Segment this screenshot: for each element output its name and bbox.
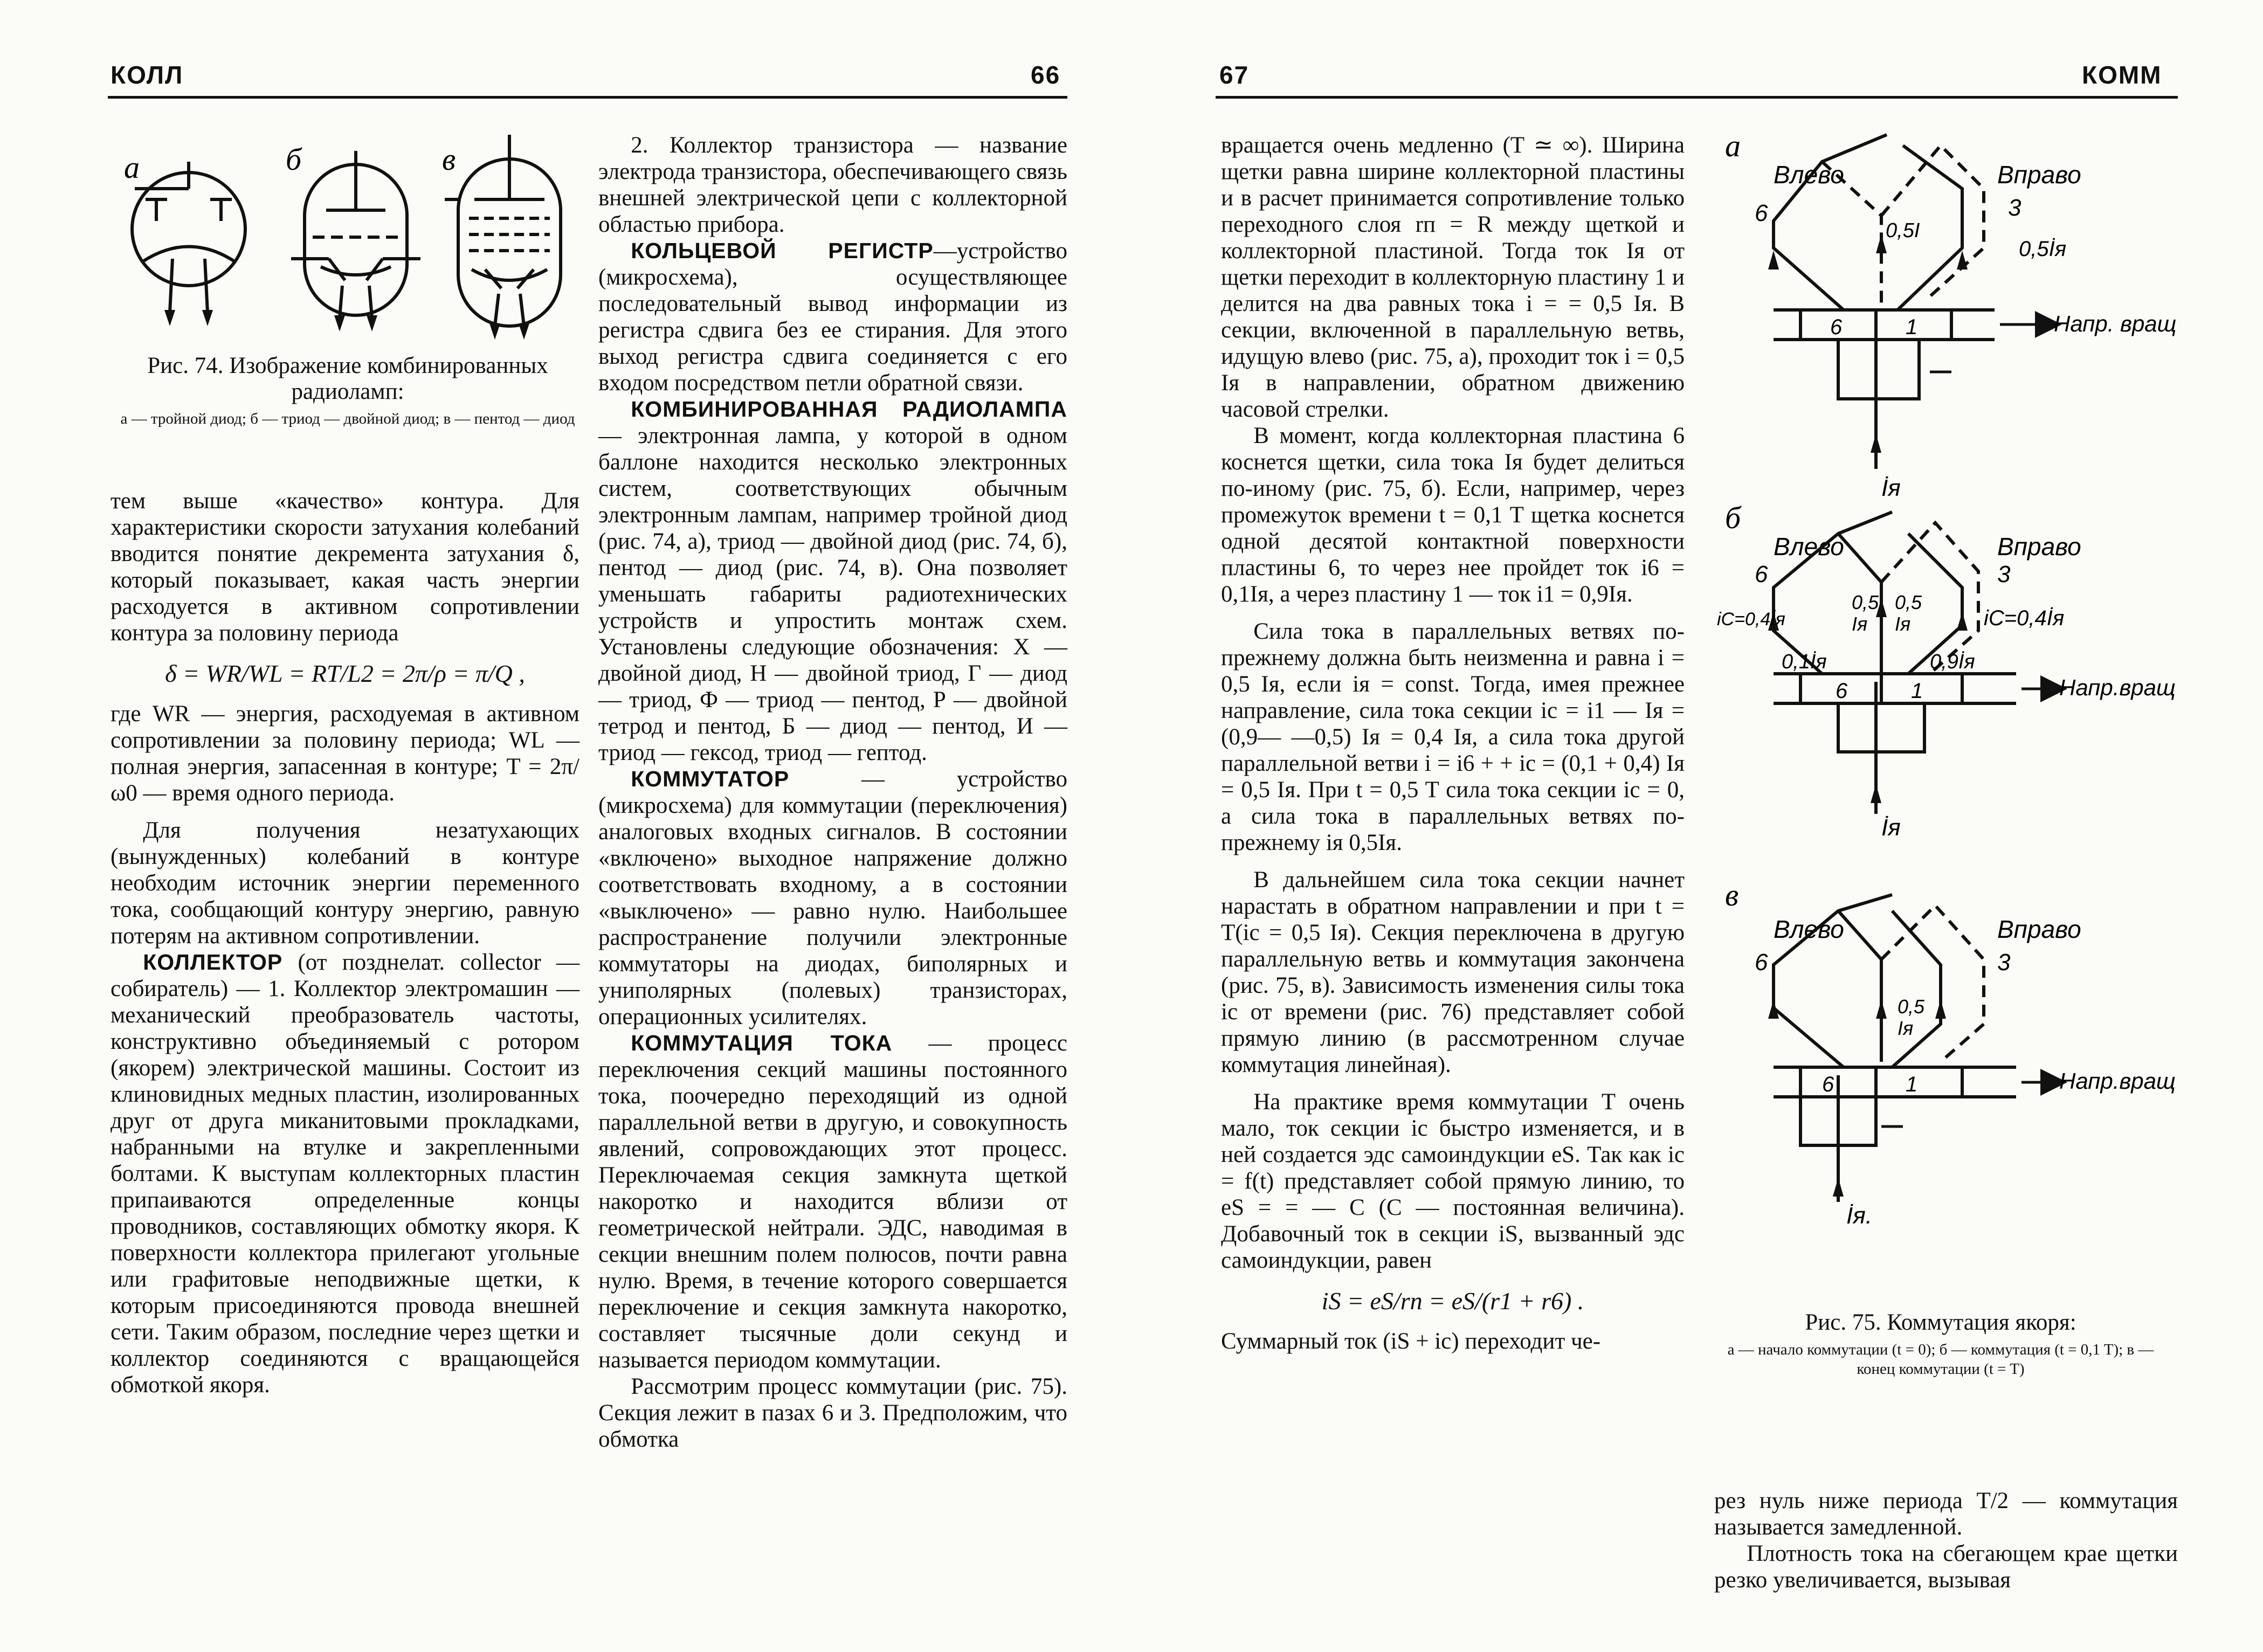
fig75c-letter: в	[1725, 877, 1739, 913]
fig75-caption	[1709, 1310, 2172, 1379]
fig75a-rotation: Напр. вращ	[2054, 311, 2177, 336]
column-4	[1714, 1488, 2178, 1593]
col2-paragraph-4: — устройство (микросхема) для коммутации (переключения) аналоговых входных сигналов. В состоянии «включено» выходное напряжение должно соответствовать входному, а в состоянии «выключено» — равно нулю. Наибольшее распространение получили электронные коммутаторы на диодах, биполярных и униполярных (полевых) транзисторах, операционных усилителях.	[598, 766, 1067, 1029]
fig74-label-b: б	[286, 142, 302, 177]
fig75b-left-current: iС=0,4İя	[1717, 609, 1785, 630]
col3-paragraph-2: В момент, когда коллекторная пластина 6 коснется щетки, сила тока Iя будет делиться по-иному (рис. 75, б). Если, например, через промежуток времени t = 0,1 T щетка коснется одной десятой контактной поверхности пластины 6, то через нее пройдет ток i6 = 0,1Iя, а через пластину 1 — ток i1 = 0,9Iя.	[1221, 423, 1685, 607]
fig75b-seg1: 1	[1911, 679, 1923, 703]
fig75c-armature-current: İя.	[1846, 1202, 1872, 1229]
fig75b-right-current: iС=0,4İя	[1984, 606, 2065, 630]
fig75c-midb: Iя	[1898, 1017, 1914, 1039]
fig75a-armature-current: İя	[1881, 475, 1901, 501]
fig75-commutation	[1714, 124, 2178, 1310]
fig75b-right-label: Вправо	[1997, 533, 2081, 561]
fig74-caption-sub: а — тройной диод; б — триод — двойной диод; в — пентод — диод	[120, 410, 575, 427]
col1-paragraph-2: где WR — энергия, расходуемая в активном сопротивлении за половину периода; WL — полная энергия, запасенная в контуре; T = 2π/ω0 — время одного периода.	[111, 701, 579, 806]
col3-paragraph-5: На практике время коммутации T очень мало, ток секции ic быстро изменяется, и в ней создается эдс самоиндукции eS. Так как ic = f(t) представляет собой прямую линию, то eS = = — C (C — постоянная величина). Добавочный ток в секции iS, вызванный эдс самоиндукции, равен	[1221, 1089, 1685, 1273]
fig75b-armature-current: İя	[1881, 814, 1901, 841]
col4-paragraph-1: рез нуль ниже периода T/2 — коммутация называется замедленной.	[1714, 1488, 2178, 1540]
fig75b-left-label: Влево	[1774, 533, 1844, 561]
col2-paragraph-2: —устройство (микросхема), осуществляющее последовательный вывод информации из регистра сдвига без ее стирания. Для этого выход регистра сдвига соединяется с его входом посредством петли обратной связи.	[598, 238, 1067, 396]
fig75c-seg6: 6	[1822, 1073, 1834, 1096]
term-commutator: КОММУТАТОР	[631, 766, 790, 791]
fig75c-n6: 6	[1755, 949, 1768, 976]
fig75b-letter: б	[1725, 500, 1741, 535]
col3-paragraph-3: Сила тока в параллельных ветвях по-прежнему должна быть неизменна и равна i = 0,5 Iя, если iя = const. Тогда, имея прежнее направление, сила тока секции ic = i1 — Iя = (0,9— —0,5) Iя = 0,4 Iя, а сила тока другой параллельной ветви i = i6 + + ic = (0,1 + 0,4) Iя = 0,5 Iя. При t = 0,5 T сила тока секции ic = 0, а сила тока в параллельных ветвях по-прежнему iя 0,5Iя.	[1221, 619, 1685, 855]
col1-paragraph-4: (от позднелат. collector — собиратель) — 1. Коллектор электромашин — механический преобразователь частоты, конструктивно объединяемый с ротором (якорем) электрической машины. Состоит из клиновидных медных пластин, изолированных друг от друга миканитовыми прокладками, набранными на втулке и закрепленными болтами. К выступам коллекторных пластин припаиваются определенные концы проводников, составляющих обмотку якоря. К поверхности коллектора прилегают угольные или графитовые неподвижные щетки, к которым присоединяются провода внешней сети. Таким образом, последние через щетки и коллектор соединяются с вращающейся обмоткой якоря.	[111, 950, 579, 1398]
fig75b-bottom-right: 0,9İя	[1930, 651, 1975, 673]
col3-paragraph-6: Суммарный ток (iS + ic) переходит че-	[1221, 1329, 1601, 1354]
fig75b-mid1b: Iя	[1852, 613, 1868, 635]
term-current-commutation: КОММУТАЦИЯ ТОКА	[631, 1031, 893, 1055]
right-header-rule	[1216, 96, 2178, 99]
column-3	[1221, 132, 1685, 1354]
fig75a-n6: 6	[1755, 200, 1768, 226]
fig75a-seg1: 1	[1906, 315, 1918, 339]
fig75c-rotation: Напр.вращ	[2059, 1068, 2176, 1094]
fig75c-right-label: Вправо	[1997, 915, 2081, 943]
fig75a-n3: 3	[2008, 195, 2021, 221]
fig75-caption-sub: а — начало коммутации (t = 0); б — коммутация (t = 0,1 T); в — конец коммутации (t = T)	[1727, 1341, 2154, 1378]
fig75b-rotation: Напр.вращ	[2059, 675, 2176, 700]
fig74-caption	[113, 353, 582, 428]
col2-paragraph-1: 2. Коллектор транзистора — название электрода транзистора, обеспечивающего связь внешней электрической цепи с коллекторной областью прибора.	[598, 133, 1068, 237]
fig75b-mid2: 0,5	[1895, 591, 1922, 613]
fig75b-bottom-left: 0,1İя	[1782, 651, 1827, 673]
col1-formula-decrement: δ = WR/WL = RT/L2 = 2π/ρ = π/Q ,	[165, 660, 525, 687]
left-running-head: КОЛЛ	[111, 61, 184, 89]
fig74-tubes	[113, 129, 577, 345]
column-1	[111, 488, 579, 1398]
col1-paragraph-1: тем выше «качество» контура. Для характеристики скорости затухания колебаний вводится понятие декремента затухания δ, который показывает, какая часть энергии расходуется в активном сопротивлении контура за половину периода	[111, 488, 579, 646]
term-kollektor: КОЛЛЕКТОР	[143, 950, 283, 974]
fig75b-seg6: 6	[1836, 679, 1848, 703]
left-header-rule	[108, 96, 1067, 99]
fig75-panel-a	[1725, 128, 2176, 501]
fig75c-left-label: Влево	[1774, 915, 1844, 943]
col3-paragraph-1: вращается очень медленно (T ≃ ∞). Ширина щетки равна ширине коллекторной пластины и в расчет принимается сопротивление только переходного слоя rп = R между щеткой и коллекторной пластиной. Тогда ток Iя от щетки переходит в коллекторную пластину 1 и делится на два равных тока i = = 0,5 Iя. В секции, включенной в параллельную ветвь, идущую влево (рис. 75, а), проходит ток i = 0,5 Iя в направлении, обратном движению часовой стрелки.	[1221, 133, 1685, 422]
fig74-label-a: а	[124, 150, 140, 185]
col3-paragraph-4: В дальнейшем сила тока секции начнет нарастать в обратном направлении и при t = T(ic = 0,5 Iя). Секция переключена в другую параллельную ветвь и коммутация закончена (рис. 75, в). Зависимость изменения силы тока ic от времени (рис. 76) представляет собой прямую линию (в рассмотренном случае коммутация линейная).	[1221, 867, 1685, 1077]
left-page-number: 66	[1031, 61, 1061, 89]
fig75b-mid1: 0,5	[1852, 591, 1879, 613]
column-2	[598, 132, 1067, 1453]
fig75a-seg6: 6	[1830, 315, 1843, 339]
term-combined-tube: КОМБИНИРОВАННАЯ РАДИОЛАМПА	[631, 397, 1067, 421]
fig74-caption-text: Рис. 74. Изображение комбинированных радиоламп:	[147, 353, 548, 404]
fig75c-mid: 0,5	[1898, 996, 1925, 1018]
fig75-panel-c	[1725, 877, 2176, 1229]
fig75-caption-text: Рис. 75. Коммутация якоря:	[1805, 1310, 2076, 1335]
fig75a-left-label: Влево	[1774, 161, 1844, 189]
col2-paragraph-3: — электронная лампа, у которой в одном баллоне находится несколько электронных систем, соответствующих обычным электронным лампам, например тройной диод (рис. 74, а), триод — двойной диод (рис. 74, б), пентод — диод (рис. 74, в). Она позволяет уменьшать габариты радиотехнических устройств и упростить монтаж схем. Установлены следующие обозначения: Х — двойной диод, Н — двойной триод, Г — диод — триод, Ф — триод — пентод, Р — двойной тетрод и пентод, Б — диод — пентод, И — триод — гексод, триод — гептод.	[598, 423, 1067, 765]
fig75a-right-label: Вправо	[1997, 161, 2081, 189]
fig75a-right-current: 0,5İя	[2019, 237, 2067, 261]
fig75c-seg1: 1	[1906, 1073, 1918, 1096]
fig75a-letter: а	[1725, 128, 1741, 163]
col1-paragraph-3: Для получения незатухающих (вынужденных) колебаний в контуре необходим источник энергии переменного тока, сообщающий контуру энергию, равную потерям на активном сопротивлении.	[111, 818, 579, 949]
fig74-label-c: в	[442, 142, 456, 177]
fig75b-n6: 6	[1755, 561, 1768, 587]
fig75a-mid: 0,5I	[1886, 219, 1920, 242]
term-ring-register: КОЛЬЦЕВОЙ РЕГИСТР	[631, 238, 934, 263]
fig75b-mid2b: Iя	[1895, 613, 1911, 635]
col3-formula-is: iS = eS/rп = eS/(r1 + r6) .	[1321, 1287, 1584, 1315]
col4-paragraph-2: Плотность тока на сбегающем крае щетки резко увеличивается, вызывая	[1714, 1541, 2178, 1593]
col2-paragraph-5: — процесс переключения секций машины постоянного тока, поочередно переходящий из одной параллельной ветви в другую, и совокупность явлений, сопровождающих этот процесс. Переключаемая секция замкнута щеткой накоротко и находится вблизи от геометрической нейтрали. ЭДС, наводимая в секции внешним полем полюсов, почти равна нулю. Время, в течение которого совершается переключение и секция замкнута накоротко, составляет тысячные доли секунд и называется периодом коммутации.	[598, 1031, 1068, 1373]
right-running-head: КОММ	[2082, 61, 2162, 89]
fig75b-n3: 3	[1997, 561, 2011, 587]
col2-paragraph-6: Рассмотрим процесс коммутации (рис. 75). Секция лежит в пазах 6 и 3. Предположим, что обмотка	[598, 1374, 1067, 1452]
fig75c-n3: 3	[1997, 949, 2011, 976]
right-page-number: 67	[1219, 61, 1250, 89]
fig75-panel-b	[1717, 500, 2176, 841]
